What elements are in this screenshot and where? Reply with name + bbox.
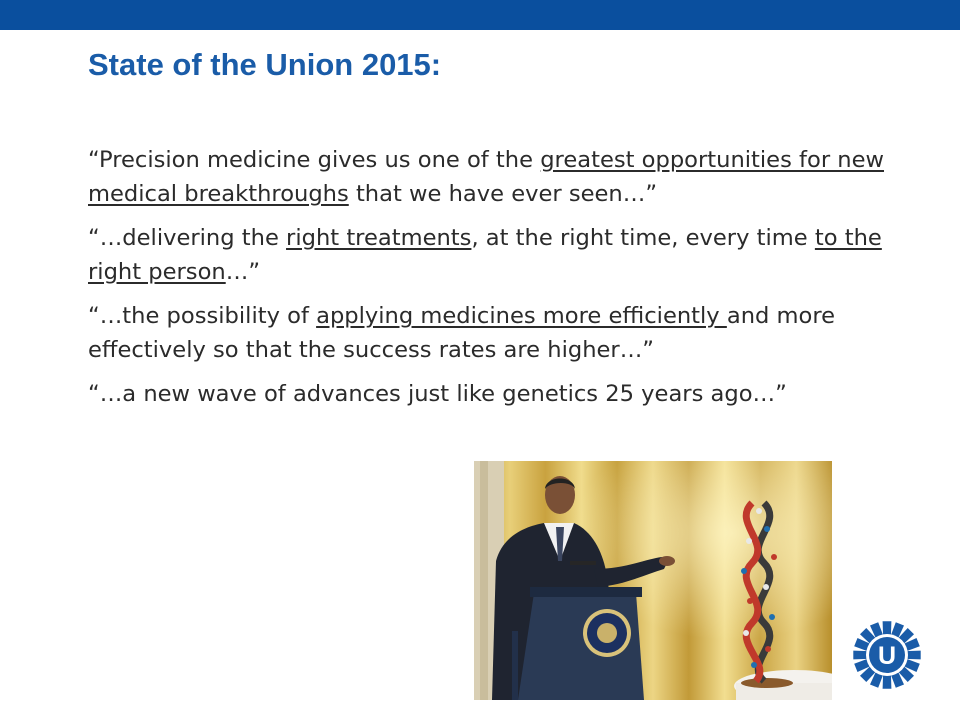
quote-2-underline-b: to the right person [88,225,882,285]
quote-2-underline-a: right treatments [286,225,472,251]
speaker-photo-illustration [474,461,832,700]
quote-4 [88,377,893,411]
logo-svg [850,618,924,692]
quote-list [88,143,893,421]
quote-1-text: “Precision medicine gives us one of the [88,147,541,173]
logo-letter: U [877,642,897,670]
quote-3-text-end: and more effectively so that the success rates are higher…” [88,303,836,363]
quote-3-underline: applying medicines more efficiently [316,303,727,329]
quote-2-text-mid: , at the right time, every time [471,225,815,251]
speaker-photo [474,461,832,700]
quote-2-text-end: …” [225,259,261,285]
quote-3-text: “…the possibility of [88,303,317,329]
top-bar [0,0,960,30]
quote-1 [88,143,893,211]
quote-4-text: “…a new wave of advances just like genetics 25 years ago…” [88,381,787,407]
university-sun-logo-icon [850,618,924,692]
quote-3 [88,299,893,367]
quote-1-text-end: that we have ever seen…” [348,181,658,207]
quote-2 [88,221,893,289]
quote-1-underline: greatest opportunities for new medical breakthroughs [88,147,884,207]
quote-2-text: “…delivering the [88,225,287,251]
slide-title: State of the Union 2015: [88,47,442,82]
